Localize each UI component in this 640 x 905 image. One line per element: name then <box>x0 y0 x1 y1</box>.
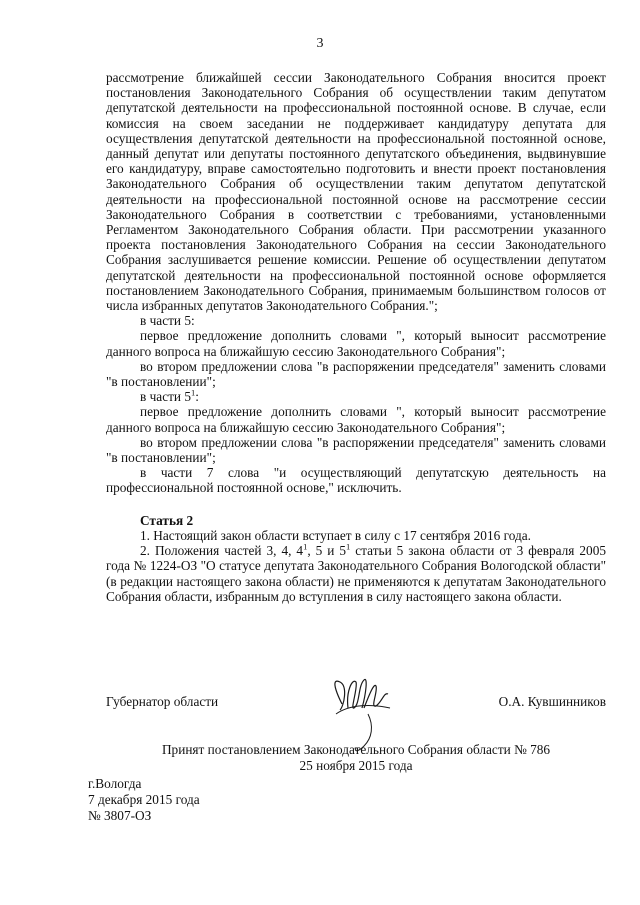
place-and-date <box>88 776 200 824</box>
part5-1-heading-prefix: в части 5 <box>140 389 191 405</box>
part5-1-amendment-1: первое предложение дополнить словами ", который выносит рассмотрение данного вопроса на ближайшую сессию Законодательного Собрания"; <box>106 404 606 435</box>
article2-item2-text-a: 2. Положения частей 3, 4, 4 <box>140 543 304 559</box>
article2-item2 <box>106 543 606 604</box>
part5-1-superscript: 1 <box>191 387 196 398</box>
document-body <box>106 70 606 604</box>
article2-item2-superscript-2: 1 <box>346 541 351 552</box>
part5-1-heading-suffix: : <box>195 389 199 405</box>
signing-date: 7 декабря 2015 года <box>88 792 200 807</box>
page-number: 3 <box>316 36 324 51</box>
article1-continuation-paragraph: рассмотрение ближайшей сессии Законодательного Собрания вносится проект постановления Законодательного Собрания об осуществлении таким депутатом депутатской деятельности на профессиональной постоянной основе. В случае, если комиссия на своем заседании не поддерживает кандидатуру депутата для осуществления депутатской деятельности на профессиональной постоянной основе, данный депутат или депутаты постоянного депутатского объединения, выдвинувшие его кандидатуру, вправе самостоятельно подготовить и внести проект постановления Законодательного Собрания об осуществлении таким депутатом депутатской деятельности на профессиональной постоянной основе на рассмотрение сессии Законодательного Собрания в соответствии с требованиями, установленными Регламентом Законодательного Собрания области. При рассмотрении указанного проекта постановления Законодательного Собрания на сессии Законодательного Собрания заслушивается решение комиссии. Решение об осуществлении депутатом депутатской деятельности на профессиональной постоянной основе оформляется постановлением Законодательного Собрания, принимаемым большинством голосов от числа избранных депутатов Законодательного Собрания."; <box>106 70 606 314</box>
part5-1-amendment-2: во втором предложении слова "в распоряжении председателя" заменить словами "в постановлении"; <box>106 434 606 466</box>
article2-item2-text-b: , 5 и 5 <box>307 543 347 559</box>
adoption-note <box>106 742 606 774</box>
part5-amendment-1: первое предложение дополнить словами ", который выносит рассмотрение данного вопроса на ближайшую сессию Законодательного Собрания"; <box>106 328 606 359</box>
part7-amendment: в части 7 слова "и осуществляющий депутатскую деятельность на профессиональной постоянной основе," исключить. <box>106 465 606 496</box>
adoption-line-1: Принят постановлением Законодательного Собрания области № 786 <box>161 742 551 757</box>
part5-heading: в части 5: <box>140 313 195 329</box>
city: г.Вологда <box>88 776 142 791</box>
signatory-position: Губернатор области <box>106 694 219 709</box>
law-number: № 3807-ОЗ <box>88 808 152 823</box>
adoption-line-2: 25 ноября 2015 года <box>299 758 413 773</box>
article2-title: Статья 2 <box>140 512 194 528</box>
article2-item2-superscript-1: 1 <box>303 541 308 552</box>
article2-item2-text-c: статьи 5 закона области от 3 февраля 2005 года № 1224-ОЗ "О статусе депутата Законодательного Собрания Вологодской области" (в редакции настоящего закона области) не применяются к депутатам Законодательного Собрания области, избранным до вступления в силу настоящего закона области. <box>106 543 606 604</box>
part5-amendment-2: во втором предложении слова "в распоряжении председателя" заменить словами "в постановлении"; <box>106 358 606 390</box>
article2-item1: 1. Настоящий закон области вступает в силу с 17 сентября 2016 года. <box>140 527 531 543</box>
signatory-name: О.А. Кувшинников <box>498 694 606 709</box>
part5-1-heading <box>106 389 606 404</box>
signature-block <box>106 694 606 716</box>
